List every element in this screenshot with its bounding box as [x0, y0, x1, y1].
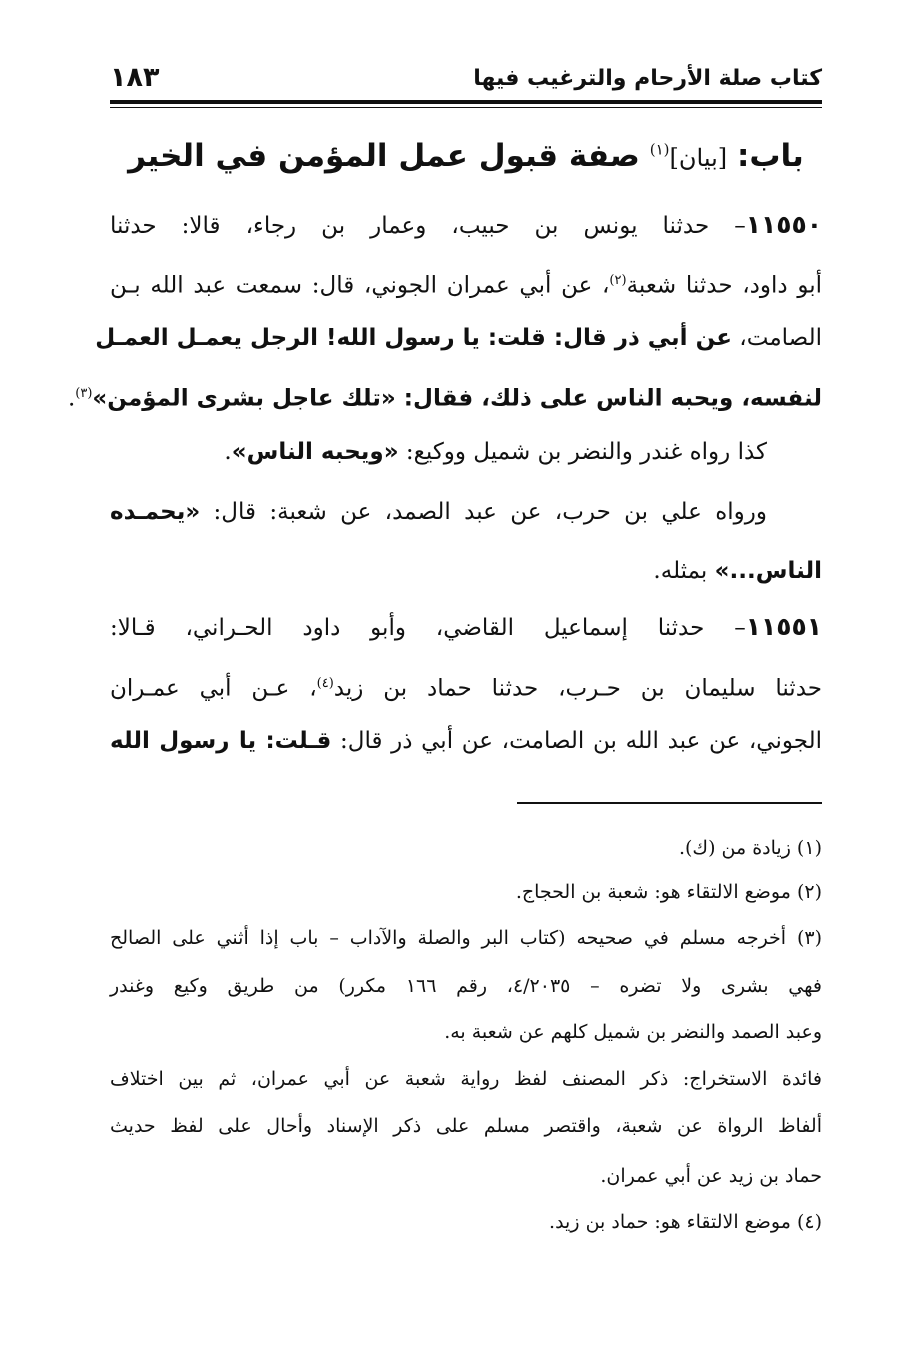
hadith-matn: قـلت: يا رسول الله: [110, 728, 332, 754]
footnote-3-line-1: (٣) أخرجه مسلم في صحيحه (كتاب البر والصلة والآداب – باب إذا أثني على الصالح: [110, 927, 822, 949]
hadith-1551-line-1: [110, 607, 822, 648]
hadith-1550-line-7: [110, 551, 822, 591]
chapter-prefix: باب:: [736, 138, 804, 174]
running-header: [110, 62, 822, 100]
text-run: – حدثنا إسماعيل القاضي، وأبو داود الحـراني، قـالا:: [110, 615, 746, 641]
footnote-ref: (٢): [609, 273, 627, 288]
text-run: ، عن أبي عمران الجوني، قال: سمعت عبد الله بـن: [110, 272, 610, 299]
hadith-matn: لنفسه، ويحبه الناس على ذلك، فقال:: [395, 385, 822, 412]
text-run: بمثله.: [653, 558, 715, 584]
text-run: أبو داود، حدثنا شعبة: [626, 272, 823, 299]
hadith-1550-line-3: [95, 318, 822, 358]
footnote-3-line-6: حماد بن زيد عن أبي عمران.: [600, 1165, 822, 1187]
text-run: الجوني، عن عبد الله بن الصامت، عن أبي ذر قال:: [331, 728, 822, 754]
book-section-title: كتاب صلة الأرحام والترغيب فيها: [473, 66, 822, 91]
hadith-1550-line-5: [55, 432, 767, 472]
hadith-quote: الناس...»: [714, 558, 822, 584]
footnote-3-line-4: فائدة الاستخراج: ذكر المصنف لفظ رواية شعبة عن أبي عمران، ثم بين اختلاف: [110, 1068, 822, 1090]
hadith-1551-line-3: [110, 721, 822, 761]
text-run: .: [224, 439, 232, 465]
footnote-ref: (٣): [75, 386, 93, 401]
footnote-2: (٢) موضع الالتقاء هو: شعبة بن الحجاج.: [515, 881, 822, 903]
text-run: – حدثنا يونس بن حبيب، وعمار بن رجاء، قالا: حدثنا: [110, 213, 746, 239]
footnote-3-line-3: وعبد الصمد والنضر بن شميل كلهم عن شعبة به.: [444, 1021, 822, 1043]
text-run: حدثنا سليمان بن حـرب، حدثنا حماد بن زيد: [333, 675, 822, 702]
footnote-4: (٤) موضع الالتقاء هو: حماد بن زيد.: [549, 1211, 822, 1233]
text-run: الصامت،: [732, 325, 822, 351]
chapter-bracket: [بيان]: [669, 144, 728, 172]
footnote-3-line-2: فهي بشرى ولا تضره – ٤/٢٠٣٥، رقم ١٦٦ مكرر) من طريق وكيع وغندر: [110, 975, 822, 997]
text-run: كذا رواه غندر والنضر بن شميل ووكيع:: [398, 439, 767, 465]
hadith-quote: «ويحبه الناس»: [231, 439, 399, 465]
hadith-quote: «تلك عاجل بشرى المؤمن»: [92, 385, 396, 412]
header-rule-thin: [110, 107, 822, 108]
hadith-1550-line-4: [67, 374, 822, 419]
hadith-number: ١١٥٥٠: [745, 210, 822, 239]
footnote-3-line-5: ألفاظ الرواة عن شعبة، واقتصر مسلم على ذكر الإسناد وأحال على لفظ حديث: [110, 1115, 822, 1137]
chapter-heading: [110, 138, 822, 174]
hadith-quote: «يحمـده: [110, 499, 201, 525]
footnote-1: (١) زيادة من (ك).: [678, 837, 822, 859]
footnote-separator: [517, 802, 822, 804]
footnote-ref: (١): [649, 140, 670, 159]
hadith-1551-line-2: [110, 664, 822, 709]
hadith-number: ١١٥٥١: [745, 612, 822, 641]
hadith-matn: عن أبي ذر قال: قلت: يا رسول الله! الرجل يعمـل العمـل: [95, 325, 732, 351]
header-rule: [110, 100, 822, 104]
text-run: ، عـن أبي عمـران: [110, 675, 317, 702]
hadith-1550-line-1: [110, 205, 822, 246]
page-number: ١٨٣: [110, 62, 160, 93]
text-run: .: [67, 385, 76, 412]
text-run: ورواه علي بن حرب، عن عبد الصمد، عن شعبة: قال:: [200, 499, 767, 525]
footnote-ref: (٤): [316, 676, 334, 691]
chapter-title: صفة قبول عمل المؤمن في الخير: [128, 138, 640, 174]
hadith-1550-line-6: [110, 492, 767, 532]
hadith-1550-line-2: [110, 261, 822, 306]
